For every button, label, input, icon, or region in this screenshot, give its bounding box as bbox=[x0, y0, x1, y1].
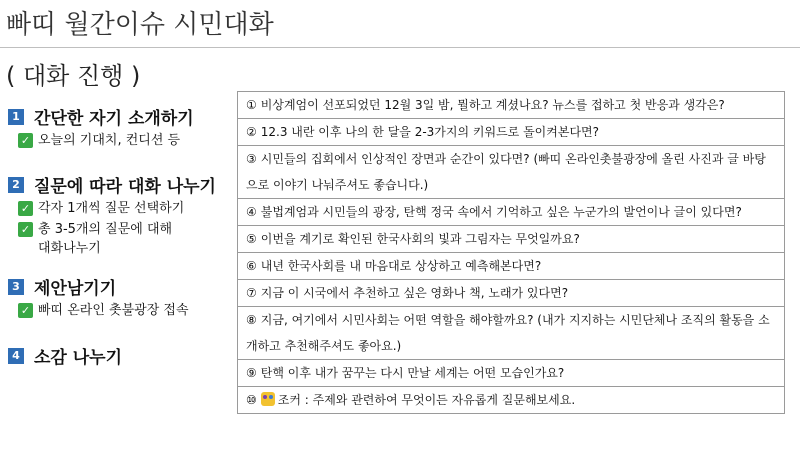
check-icon: ✓ bbox=[18, 201, 33, 216]
question-text: 탄핵 이후 내가 꿈꾸는 다시 만날 세계는 어떤 모습인가요? bbox=[260, 366, 565, 380]
question-text: 내년 한국사회를 내 마음대로 상상하고 예측해본다면? bbox=[260, 259, 542, 273]
question-number: ④ bbox=[246, 205, 257, 219]
table-row bbox=[238, 307, 785, 360]
agenda-label: 간단한 자기 소개하기 bbox=[34, 109, 194, 129]
table-row bbox=[238, 146, 785, 199]
question-text: 지금 이 시국에서 추천하고 싶은 영화나 책, 노래가 있다면? bbox=[260, 286, 569, 300]
slide-header bbox=[0, 0, 800, 48]
number-badge: 1 bbox=[8, 109, 24, 125]
question-number: ③ bbox=[246, 152, 257, 166]
agenda-item-intro bbox=[8, 104, 194, 150]
header-divider bbox=[0, 47, 800, 48]
agenda-item-reflection bbox=[8, 343, 122, 368]
question-number: ⑧ bbox=[246, 313, 257, 327]
table-row bbox=[238, 280, 785, 307]
number-badge: 2 bbox=[8, 177, 24, 193]
question-text: 시민들의 집회에서 인상적인 장면과 순간이 있다면? (빠띠 온라인촛불광장에 올린 사진과 글 바탕으로 이야기 나눠주셔도 좋습니다.) bbox=[246, 152, 766, 192]
table-row bbox=[238, 92, 785, 119]
table-row bbox=[238, 199, 785, 226]
number-badge: 3 bbox=[8, 279, 24, 295]
question-text: 비상계엄이 선포되었던 12월 3일 밤, 뭘하고 계셨나요? 뉴스를 접하고 첫 반응과 생각은? bbox=[260, 98, 725, 112]
agenda-item-discussion bbox=[8, 172, 216, 258]
question-number: ⑤ bbox=[246, 232, 257, 246]
agenda-label: 질문에 따라 대화 나누기 bbox=[34, 177, 216, 197]
check-icon: ✓ bbox=[18, 222, 33, 237]
table-row bbox=[238, 253, 785, 280]
agenda-label: 제안남기기 bbox=[34, 279, 117, 299]
agenda-subitem: ✓ 빠띠 온라인 촛불광장 접속 bbox=[18, 301, 189, 320]
agenda-subitem: ✓ 오늘의 기대치, 컨디션 등 bbox=[18, 131, 194, 150]
question-text: 이번을 계기로 확인된 한국사회의 빛과 그림자는 무엇일까요? bbox=[260, 232, 580, 246]
question-text: 12.3 내란 이후 나의 한 달을 2-3가지의 키워드로 돌이켜본다면? bbox=[260, 125, 599, 139]
joker-icon bbox=[261, 392, 275, 406]
question-text: 불법계엄과 시민들의 광장, 탄핵 정국 속에서 기억하고 싶은 누군가의 발언이나 글이 있다면? bbox=[260, 205, 742, 219]
agenda-subitem: ✓ 각자 1개씩 질문 선택하기 bbox=[18, 199, 216, 218]
question-number: ⑩ bbox=[246, 393, 257, 407]
check-icon: ✓ bbox=[18, 303, 33, 318]
question-text: 조커 : 주제와 관련하여 무엇이든 자유롭게 질문해보세요. bbox=[277, 393, 576, 407]
question-number: ⑥ bbox=[246, 259, 257, 273]
table-row bbox=[238, 360, 785, 387]
question-number: ⑨ bbox=[246, 366, 257, 380]
page-title: 빠띠 월간이슈 시민대화 bbox=[6, 10, 274, 40]
table-row bbox=[238, 119, 785, 146]
check-icon: ✓ bbox=[18, 133, 33, 148]
agenda-label: 소감 나누기 bbox=[34, 348, 123, 368]
number-badge: 4 bbox=[8, 348, 24, 364]
question-table bbox=[237, 91, 785, 414]
table-row bbox=[238, 226, 785, 253]
agenda-subitem: ✓ 총 3-5개의 질문에 대해 대화나누기 bbox=[18, 220, 216, 258]
question-number: ① bbox=[246, 98, 257, 112]
question-number: ② bbox=[246, 125, 257, 139]
table-row bbox=[238, 387, 785, 414]
agenda-item-proposal bbox=[8, 274, 189, 320]
section-title: ( 대화 진행 ) bbox=[6, 62, 141, 90]
question-number: ⑦ bbox=[246, 286, 257, 300]
question-text: 지금, 여기에서 시민사회는 어떤 역할을 해야할까요? (내가 지지하는 시민단체나 조직의 활동을 소개하고 추천해주셔도 좋아요.) bbox=[246, 313, 770, 353]
